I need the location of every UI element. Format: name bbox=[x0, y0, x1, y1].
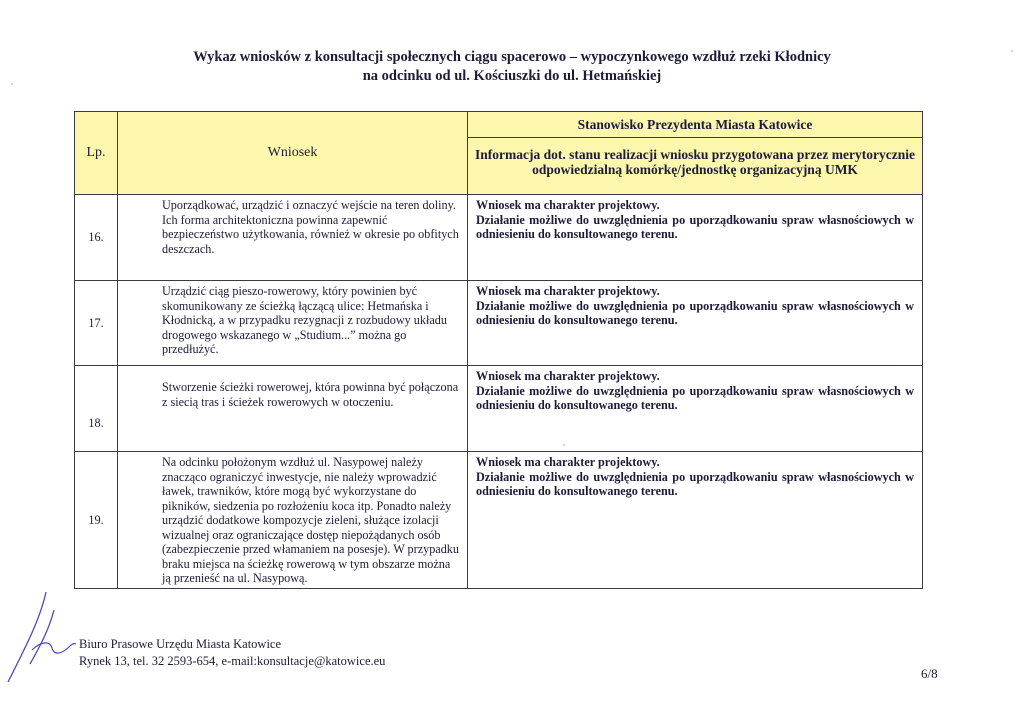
document-title bbox=[0, 48, 1024, 86]
row-stanowisko-line1: Wniosek ma charakter projektowy. bbox=[476, 369, 660, 383]
title-line-1: Wykaz wniosków z konsultacji społecznych ciągu spacerowo – wypoczynkowego wzdłuż rzeki Kłodnicy bbox=[193, 49, 831, 65]
row-stanowisko bbox=[468, 195, 923, 281]
footer-line-2: Rynek 13, tel. 32 2593-654, e-mail:konsultacje@katowice.eu bbox=[79, 654, 386, 668]
table-row bbox=[75, 452, 923, 589]
header-lp: Lp. bbox=[75, 112, 118, 195]
row-stanowisko-line1: Wniosek ma charakter projektowy. bbox=[476, 198, 660, 212]
row-wniosek: Urządzić ciąg pieszo-rowerowy, który powinien być skomunikowany ze ścieżką łączącą ulice: Hetmańska i Kłodnicką, a w przypadku rezygnacji z rozbudowy układu drogowego wskazanego w „Studium...” można go przedłużyć. bbox=[118, 281, 468, 366]
title-line-2: na odcinku od ul. Kościuszki do ul. Hetmańskiej bbox=[362, 68, 662, 84]
row-wniosek: Stworzenie ścieżki rowerowej, która powinna być połączona z siecią tras i ścieżek rowerowych w otoczeniu. bbox=[118, 366, 468, 452]
row-stanowisko-line1: Wniosek ma charakter projektowy. bbox=[476, 284, 660, 298]
handwritten-signature-icon bbox=[2, 590, 82, 690]
footer-line-1: Biuro Prasowe Urzędu Miasta Katowice bbox=[79, 637, 282, 651]
scan-speck bbox=[1011, 50, 1013, 52]
row-wniosek: Uporządkować, urządzić i oznaczyć wejście na teren doliny. Ich forma architektoniczna powinna zapewnić bezpieczeństwo użytkowania, również w okresie po obfitych deszczach. bbox=[118, 195, 468, 281]
row-wniosek: Na odcinku położonym wzdłuż ul. Nasypowej należy znacząco ograniczyć inwestycje, nie należy wprowadzić ławek, trawników, które mogą być wykorzystane do pikników, siedzenia po rozłożeniu koca itp. Ponadto należy urządzić dodatkowe kompozycje zieleni, służące izolacji wizualnej oraz ograniczające dostęp niepożądanych osób (zabezpieczenie przed włamaniem na posesje). W przypadku braku miejsca na ścieżkę rowerową w tym obszarze można ją przenieść na ul. Nasypową. bbox=[118, 452, 468, 589]
row-number: 19. bbox=[75, 452, 118, 589]
row-stanowisko-line1: Wniosek ma charakter projektowy. bbox=[476, 455, 660, 469]
header-stanowisko bbox=[468, 112, 923, 195]
table-row bbox=[75, 281, 923, 366]
row-stanowisko bbox=[468, 281, 923, 366]
row-stanowisko-line2: Działanie możliwe do uwzględnienia po uporządkowaniu spraw własnościowych w odniesieniu do konsultowanego terenu. bbox=[476, 212, 914, 241]
row-stanowisko bbox=[468, 366, 923, 452]
row-number: 17. bbox=[75, 281, 118, 366]
row-stanowisko bbox=[468, 452, 923, 589]
row-stanowisko-line2: Działanie możliwe do uwzględnienia po uporządkowaniu spraw własnościowych w odniesieniu do konsultowanego terenu. bbox=[476, 383, 914, 412]
header-informacja: Informacja dot. stanu realizacji wniosku przygotowana przez merytorycznie odpowiedzialną komórkę/jednostkę organizacyjną UMK bbox=[475, 147, 915, 177]
row-stanowisko-line2: Działanie możliwe do uwzględnienia po uporządkowaniu spraw własnościowych w odniesieniu do konsultowanego terenu. bbox=[476, 298, 914, 327]
row-stanowisko-line2: Działanie możliwe do uwzględnienia po uporządkowaniu spraw własnościowych w odniesieniu do konsultowanego terenu. bbox=[476, 469, 914, 498]
scan-speck bbox=[11, 83, 13, 85]
page-number: 6/8 bbox=[921, 666, 938, 681]
row-number: 16. bbox=[75, 195, 118, 281]
scan-speck bbox=[563, 444, 565, 446]
table-row bbox=[75, 366, 923, 452]
requests-table bbox=[74, 111, 923, 589]
table-row bbox=[75, 195, 923, 281]
header-stanowisko-title: Stanowisko Prezydenta Miasta Katowice bbox=[468, 112, 922, 138]
table-header-row bbox=[75, 112, 923, 195]
header-wniosek: Wniosek bbox=[118, 112, 468, 195]
footer-contact bbox=[79, 636, 385, 670]
row-number: 18. bbox=[75, 366, 118, 452]
